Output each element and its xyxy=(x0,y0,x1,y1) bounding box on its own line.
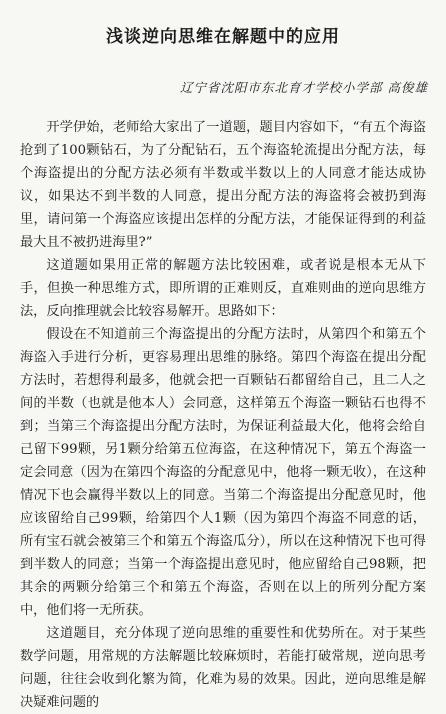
paragraph-2: 这道题如果用正常的解题方法比较困难，或者说是根本无从下手，但换一种思维方式，即所谓的正难则反，直难则曲的逆向思维方法，反向推理就会比较容易解开。思路如下： xyxy=(20,258,426,319)
article-title: 浅谈逆向思维在解题中的应用 xyxy=(106,27,340,47)
paragraph-1: 开学伊始，老师给大家出了一道题，题目内容如下，“有五个海盗抢到了100颗钻石，为了分配钻石，五个海盗轮流提出分配方法，每个海盗提出的分配方法必须有半数或半数以上的人同意才能达成协议，如果达不到半数的人同意，提出分配方法的海盗将会被扔到海里，请问第一个海盗应该提出怎样的分配方法，才能保证得到的利益最大且不被扔进海里?” xyxy=(20,120,426,250)
paragraph-4: 这道题目，充分体现了逆向思维的重要性和优势所在。对于某些数学问题，用常规的方法解题比较麻烦时，若能打破常规，逆向思考问题，往往会收到化繁为简，化难为易的效果。因此，逆向思维是解决疑难问题的 xyxy=(20,626,426,710)
article-body xyxy=(20,116,426,714)
article-author: 辽宁省沈阳市东北育才学校小学部 高俊雄 xyxy=(180,80,428,95)
paragraph-3: 假设在不知道前三个海盗提出的分配方法时，从第四个和第五个海盗入手进行分析，更容易理出思维的脉络。第四个海盗在提出分配方法时，若想得利最多，他就会把一百颗钻石都留给自己，且二人之间的半数（也就是他本人）会同意，这样第五个海盗一颗钻石也得不到；当第三个海盗提出分配方法时，为保证利益最大化，他将会给自己留下99颗，另1颗分给第五位海盗，在这种情况下，第五个海盗一定会同意（因为在第四个海盗的分配意见中，他将一颗无收），在这种情况下也会赢得半数以上的同意。当第二个海盗提出分配意见时，他应该留给自己99颗，给第四个人1颗（因为第四个海盗不同意的话，所有宝石就会被第三个和第五个海盗瓜分），所以在这种情况下也可得到半数人的同意；当第一个海盗提出意见时，他应留给自己98颗，把其余的两颗分给第三个和第五个海盗，否则在以上的所列分配方案中，他们将一无所获。 xyxy=(20,327,426,618)
